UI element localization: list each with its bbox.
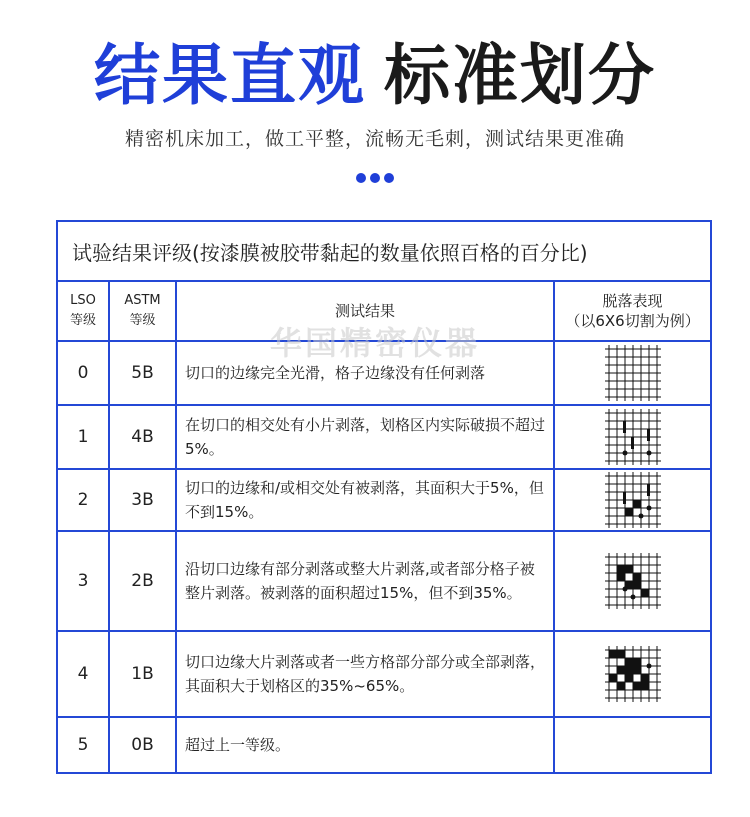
astm-grade: 5B	[109, 341, 176, 405]
lso-grade: 0	[57, 341, 109, 405]
lso-grade: 1	[57, 405, 109, 469]
header-appearance-note: （以6X6切割为例）	[565, 312, 700, 330]
grid-5b-icon	[605, 345, 661, 401]
grid-illustration-empty	[554, 717, 711, 773]
astm-grade: 2B	[109, 531, 176, 631]
table-row	[57, 717, 711, 773]
lso-grade: 5	[57, 717, 109, 773]
grid-illustration	[554, 469, 711, 531]
header-appearance-title: 脱落表现	[602, 292, 663, 310]
grid-illustration	[554, 631, 711, 717]
grid-illustration	[554, 405, 711, 469]
header-lso: LSO 等级	[57, 281, 109, 341]
header-result: 测试结果	[176, 281, 554, 341]
astm-grade: 4B	[109, 405, 176, 469]
table-row	[57, 531, 711, 631]
astm-grade: 0B	[109, 717, 176, 773]
result-text: 在切口的相交处有小片剥落，划格区内实际破损不超过5%。	[176, 405, 554, 469]
grid-2b-icon	[605, 553, 661, 609]
grid-3b-icon	[605, 472, 661, 528]
grid-1b-icon	[605, 646, 661, 702]
dots-divider	[0, 168, 750, 187]
header-astm: ASTM 等级	[109, 281, 176, 341]
table-row	[57, 469, 711, 531]
grid-illustration	[554, 341, 711, 405]
table-row	[57, 631, 711, 717]
header-appearance	[554, 281, 711, 341]
headline-blue: 结果直观	[94, 37, 366, 114]
watermark: 华国精密仪器	[269, 324, 480, 362]
grid-4b-icon	[605, 409, 661, 465]
result-text: 切口的边缘完全光滑，格子边缘没有任何剥落	[176, 341, 554, 405]
astm-grade: 3B	[109, 469, 176, 531]
astm-grade: 1B	[109, 631, 176, 717]
table-row	[57, 341, 711, 405]
rating-table	[56, 220, 710, 774]
lso-grade: 3	[57, 531, 109, 631]
result-text: 超过上一等级。	[176, 717, 554, 773]
result-text: 切口边缘大片剥落或者一些方格部分部分或全部剥落，其面积大于划格区的35%~65%。	[176, 631, 554, 717]
grid-illustration	[554, 531, 711, 631]
table-caption: 试验结果评级(按漆膜被胶带黏起的数量依照百格的百分比)	[57, 221, 711, 281]
table-row	[57, 405, 711, 469]
result-text: 沿切口边缘有部分剥落或整大片剥落,或者部分格子被整片剥落。被剥落的面积超过15%，但不到35%。	[176, 531, 554, 631]
lso-grade: 2	[57, 469, 109, 531]
subtitle: 精密机床加工，做工平整，流畅无毛刺，测试结果更准确	[124, 128, 625, 150]
headline	[0, 36, 750, 116]
headline-black: 标准划分	[384, 37, 656, 114]
result-text: 切口的边缘和/或相交处有被剥落，其面积大于5%，但不到15%。	[176, 469, 554, 531]
lso-grade: 4	[57, 631, 109, 717]
